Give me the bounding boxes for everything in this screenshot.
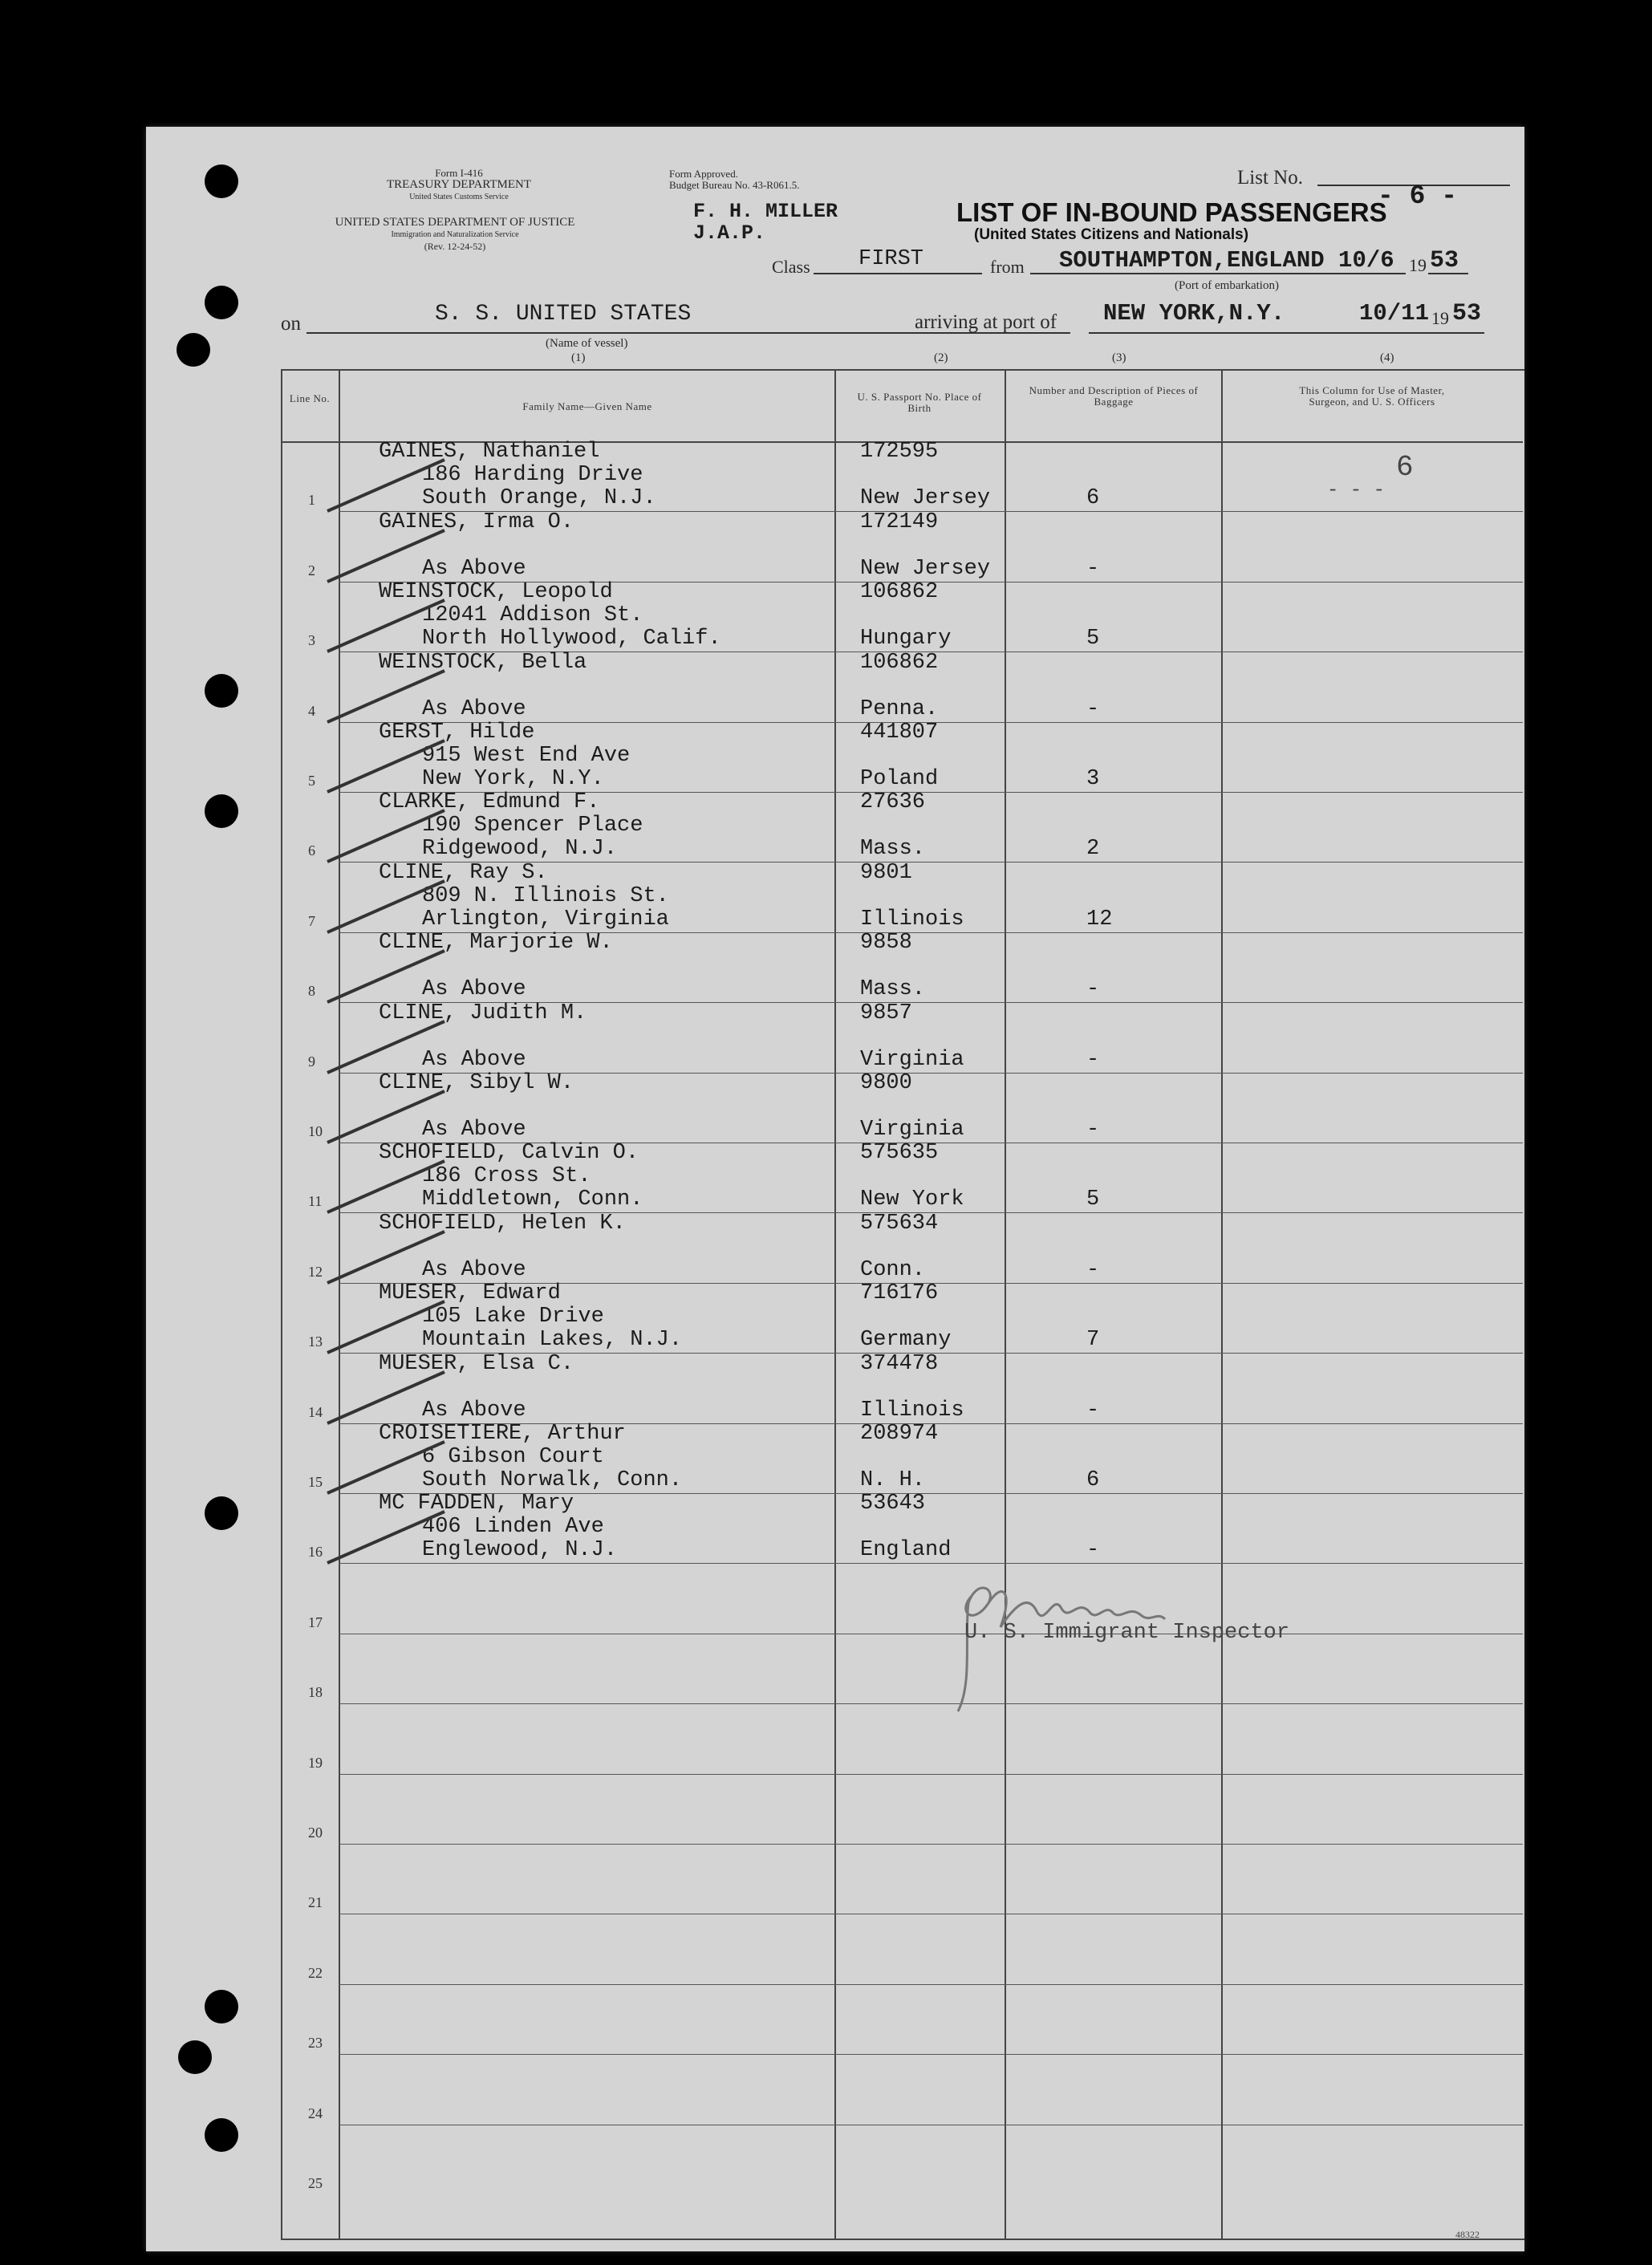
header-name: Family Name—Given Name (522, 400, 652, 412)
line-number: 9 (308, 1053, 315, 1070)
baggage-count: - (1086, 696, 1100, 721)
passenger-name: MUESER, Elsa C. (379, 1351, 574, 1376)
passenger-address: 12041 Addison St. (422, 603, 643, 628)
place-of-birth: Germany (860, 1328, 952, 1353)
punch-hole (205, 286, 238, 319)
passenger-name: CLINE, Ray S. (379, 860, 548, 885)
passport-number: 9858 (860, 931, 912, 956)
form-number: Form I-416 (435, 167, 483, 179)
place-of-birth: England (860, 1538, 952, 1563)
passenger-address: Middletown, Conn. (422, 1187, 643, 1212)
year-2: 53 (1452, 300, 1482, 327)
passenger-address: South Orange, N.J. (422, 486, 656, 511)
year-1: 53 (1430, 247, 1459, 274)
officer-baggage-mark: 6 (1396, 451, 1414, 484)
page-title: LIST OF IN-BOUND PASSENGERS (956, 197, 1387, 227)
line-number: 12 (308, 1263, 323, 1280)
baggage-count: 3 (1086, 767, 1100, 791)
column-1-label: (1) (571, 351, 586, 364)
punch-hole (205, 1496, 238, 1530)
place-of-birth: Mass. (860, 977, 926, 1002)
punch-hole (205, 2118, 238, 2152)
passenger-address: As Above (422, 1047, 526, 1072)
place-of-birth: Illinois (860, 907, 964, 932)
passenger-address: 186 Harding Drive (422, 463, 643, 488)
passport-number: 575635 (860, 1141, 939, 1166)
punch-hole (205, 794, 238, 828)
baggage-count: 6 (1086, 486, 1100, 511)
passport-number: 106862 (860, 650, 939, 675)
passenger-address: North Hollywood, Calif. (422, 627, 721, 651)
passenger-name: SCHOFIELD, Calvin O. (379, 1141, 639, 1166)
form-approval (669, 168, 799, 191)
passport-number: 172595 (860, 440, 939, 465)
passenger-address: Arlington, Virginia (422, 907, 669, 932)
passenger-name: SCHOFIELD, Helen K. (379, 1211, 626, 1236)
header-line-no: Line No. (289, 392, 331, 404)
treasury-dept: TREASURY DEPARTMENT (386, 178, 532, 191)
form-header-treasury (339, 167, 579, 203)
line-number: 2 (308, 562, 315, 578)
passenger-address: Englewood, N.J. (422, 1538, 618, 1563)
header-passport: U. S. Passport No. Place of Birth (857, 391, 982, 414)
passport-number: 106862 (860, 580, 939, 605)
line-number: 18 (308, 1684, 323, 1701)
row-divider (339, 1563, 1523, 1564)
place-of-birth: New Jersey (860, 556, 991, 581)
punch-hole (205, 164, 238, 198)
header-officers: This Column for Use of Master, Surgeon, and U. S. Officers (1299, 384, 1445, 408)
passport-number: 172149 (860, 509, 939, 534)
line-number: 22 (308, 1964, 323, 1981)
line-number: 25 (308, 2175, 323, 2191)
passenger-address: 186 Cross St. (422, 1164, 591, 1189)
form-header-justice (270, 217, 639, 253)
passenger-address: Ridgewood, N.J. (422, 837, 618, 862)
passport-number: 575634 (860, 1211, 939, 1236)
line-number: 21 (308, 1894, 323, 1911)
row-divider (339, 1984, 1523, 1985)
passport-number: 53643 (860, 1492, 926, 1516)
punch-hole (178, 2040, 212, 2074)
class-underline (814, 273, 982, 274)
passenger-address: As Above (422, 977, 526, 1002)
passenger-name: CROISETIERE, Arthur (379, 1422, 626, 1446)
passenger-address: 809 N. Illinois St. (422, 883, 669, 908)
passenger-address: 190 Spencer Place (422, 814, 643, 838)
baggage-count: 6 (1086, 1468, 1100, 1492)
list-no-label: List No. (1237, 167, 1303, 189)
passenger-address: As Above (422, 1118, 526, 1142)
place-of-birth: Penna. (860, 696, 939, 721)
officer-name: F. H. MILLER (693, 200, 838, 223)
passport-number: 9801 (860, 860, 912, 885)
year-1-underline (1428, 273, 1468, 274)
arrival-underline (1089, 332, 1484, 334)
passenger-address: As Above (422, 696, 526, 721)
place-of-birth: Conn. (860, 1257, 926, 1282)
officer-initials-2: J.A.P. (693, 221, 766, 245)
passenger-address: As Above (422, 556, 526, 581)
passport-number: 374478 (860, 1351, 939, 1376)
passenger-name: CLINE, Sibyl W. (379, 1071, 574, 1095)
line-number: 3 (308, 632, 315, 649)
baggage-count: - (1086, 556, 1100, 581)
punch-hole (177, 333, 210, 367)
column-2-label: (2) (934, 351, 948, 364)
baggage-count: 2 (1086, 837, 1100, 862)
line-number: 4 (308, 702, 315, 719)
class-value: FIRST (858, 247, 924, 271)
baggage-count: - (1086, 977, 1100, 1002)
passenger-address: As Above (422, 1257, 526, 1282)
col-divider-passport (834, 369, 836, 2239)
column-3-label: (3) (1112, 351, 1126, 364)
inspector-caption: U. S. Immigrant Inspector (964, 1621, 1290, 1645)
baggage-count: 5 (1086, 627, 1100, 651)
line-number: 15 (308, 1474, 323, 1490)
customs-service: United States Customs Service (409, 193, 509, 201)
passenger-name: CLINE, Judith M. (379, 1001, 587, 1025)
arrival-date: 10/11 (1359, 300, 1430, 327)
place-of-birth: Poland (860, 767, 939, 791)
row-divider (339, 1703, 1523, 1704)
check-mark (324, 1507, 453, 1571)
passport-number: 9857 (860, 1001, 912, 1025)
line-number: 14 (308, 1403, 323, 1420)
passenger-name: MUESER, Edward (379, 1281, 561, 1306)
punch-hole (205, 1990, 238, 2023)
baggage-count: - (1086, 1047, 1100, 1072)
officer-initials (693, 201, 838, 244)
header-baggage: Number and Description of Pieces of Baggage (1029, 384, 1199, 408)
row-divider (339, 2054, 1523, 2055)
passenger-name: CLINE, Marjorie W. (379, 931, 613, 956)
passenger-name: CLARKE, Edmund F. (379, 790, 600, 815)
baggage-count: - (1086, 1538, 1100, 1563)
vessel-name: S. S. UNITED STATES (435, 302, 692, 327)
officer-dash-mark: - - - (1327, 480, 1386, 501)
passenger-address: New York, N.Y. (422, 767, 604, 791)
justice-dept: UNITED STATES DEPARTMENT OF JUSTICE (335, 216, 575, 229)
punch-hole (205, 674, 238, 708)
line-number: 17 (308, 1614, 323, 1630)
column-4-label: (4) (1380, 351, 1394, 364)
passport-number: 208974 (860, 1422, 939, 1446)
place-of-birth: Illinois (860, 1398, 964, 1423)
passenger-name: GERST, Hilde (379, 720, 535, 745)
line-number: 6 (308, 842, 315, 859)
passenger-name: WEINSTOCK, Leopold (379, 580, 613, 605)
passport-number: 27636 (860, 790, 926, 815)
passenger-address: 406 Linden Ave (422, 1515, 604, 1540)
line-number: 10 (308, 1123, 323, 1139)
line-number: 8 (308, 983, 315, 1000)
page-subtitle: (United States Citizens and Nationals) (974, 226, 1249, 243)
on-label: on (281, 313, 301, 335)
baggage-count: - (1086, 1257, 1100, 1282)
from-label: from (990, 257, 1025, 277)
year-prefix-2: 19 (1431, 308, 1449, 328)
embarkation-port: SOUTHAMPTON,ENGLAND 10/6 (1059, 247, 1394, 274)
place-of-birth: Mass. (860, 837, 926, 862)
vessel-caption: (Name of vessel) (546, 337, 628, 350)
form-revision: (Rev. 12-24-52) (424, 241, 486, 252)
ins-service: Immigration and Naturalization Service (391, 230, 519, 239)
passenger-address: 915 West End Ave (422, 744, 631, 768)
passenger-address: Mountain Lakes, N.J. (422, 1328, 683, 1353)
budget-bureau: Budget Bureau No. 43-R061.5. (669, 179, 800, 191)
col-divider-baggage (1005, 369, 1006, 2239)
line-number: 16 (308, 1544, 323, 1561)
place-of-birth: N. H. (860, 1468, 926, 1492)
passport-number: 9800 (860, 1071, 912, 1095)
passenger-name: MC FADDEN, Mary (379, 1492, 574, 1516)
passenger-address: 6 Gibson Court (422, 1445, 604, 1469)
manifest-page (146, 127, 1524, 2251)
place-of-birth: Virginia (860, 1047, 964, 1072)
line-number: 1 (308, 492, 315, 509)
place-of-birth: New Jersey (860, 486, 991, 511)
baggage-count: 7 (1086, 1328, 1100, 1353)
passport-number: 716176 (860, 1281, 939, 1306)
line-number: 23 (308, 2035, 323, 2052)
baggage-count: - (1086, 1118, 1100, 1142)
passenger-address: As Above (422, 1398, 526, 1423)
line-number: 24 (308, 2105, 323, 2121)
passenger-name: GAINES, Nathaniel (379, 440, 600, 465)
row-divider (339, 1774, 1523, 1775)
line-number: 11 (308, 1193, 323, 1210)
baggage-count: - (1086, 1398, 1100, 1423)
passport-number: 441807 (860, 720, 939, 745)
class-label: Class (772, 257, 810, 277)
arriving-label: arriving at port of (915, 311, 1057, 333)
row-divider (339, 1844, 1523, 1845)
line-number: 19 (308, 1754, 323, 1771)
year-prefix-1: 19 (1409, 255, 1427, 275)
col-divider-officers (1221, 369, 1223, 2239)
place-of-birth: New York (860, 1187, 964, 1212)
list-number: - 6 - (1378, 181, 1458, 211)
line-number: 13 (308, 1333, 323, 1350)
place-of-birth: Hungary (860, 627, 952, 651)
arrival-port: NEW YORK,N.Y. (1103, 300, 1285, 327)
line-number: 5 (308, 773, 315, 789)
place-of-birth: Virginia (860, 1118, 964, 1142)
passenger-name: WEINSTOCK, Bella (379, 650, 587, 675)
passenger-address: 105 Lake Drive (422, 1305, 604, 1329)
baggage-count: 5 (1086, 1187, 1100, 1212)
line-number: 20 (308, 1825, 323, 1841)
form-approved: Form Approved. (669, 168, 738, 180)
passenger-address: South Norwalk, Conn. (422, 1468, 683, 1492)
port-embarkation-caption: (Port of embarkation) (1175, 279, 1279, 292)
passenger-name: GAINES, Irma O. (379, 509, 574, 534)
line-number: 7 (308, 912, 315, 929)
document-number: 48322 (1455, 2229, 1479, 2240)
baggage-count: 12 (1086, 907, 1113, 932)
